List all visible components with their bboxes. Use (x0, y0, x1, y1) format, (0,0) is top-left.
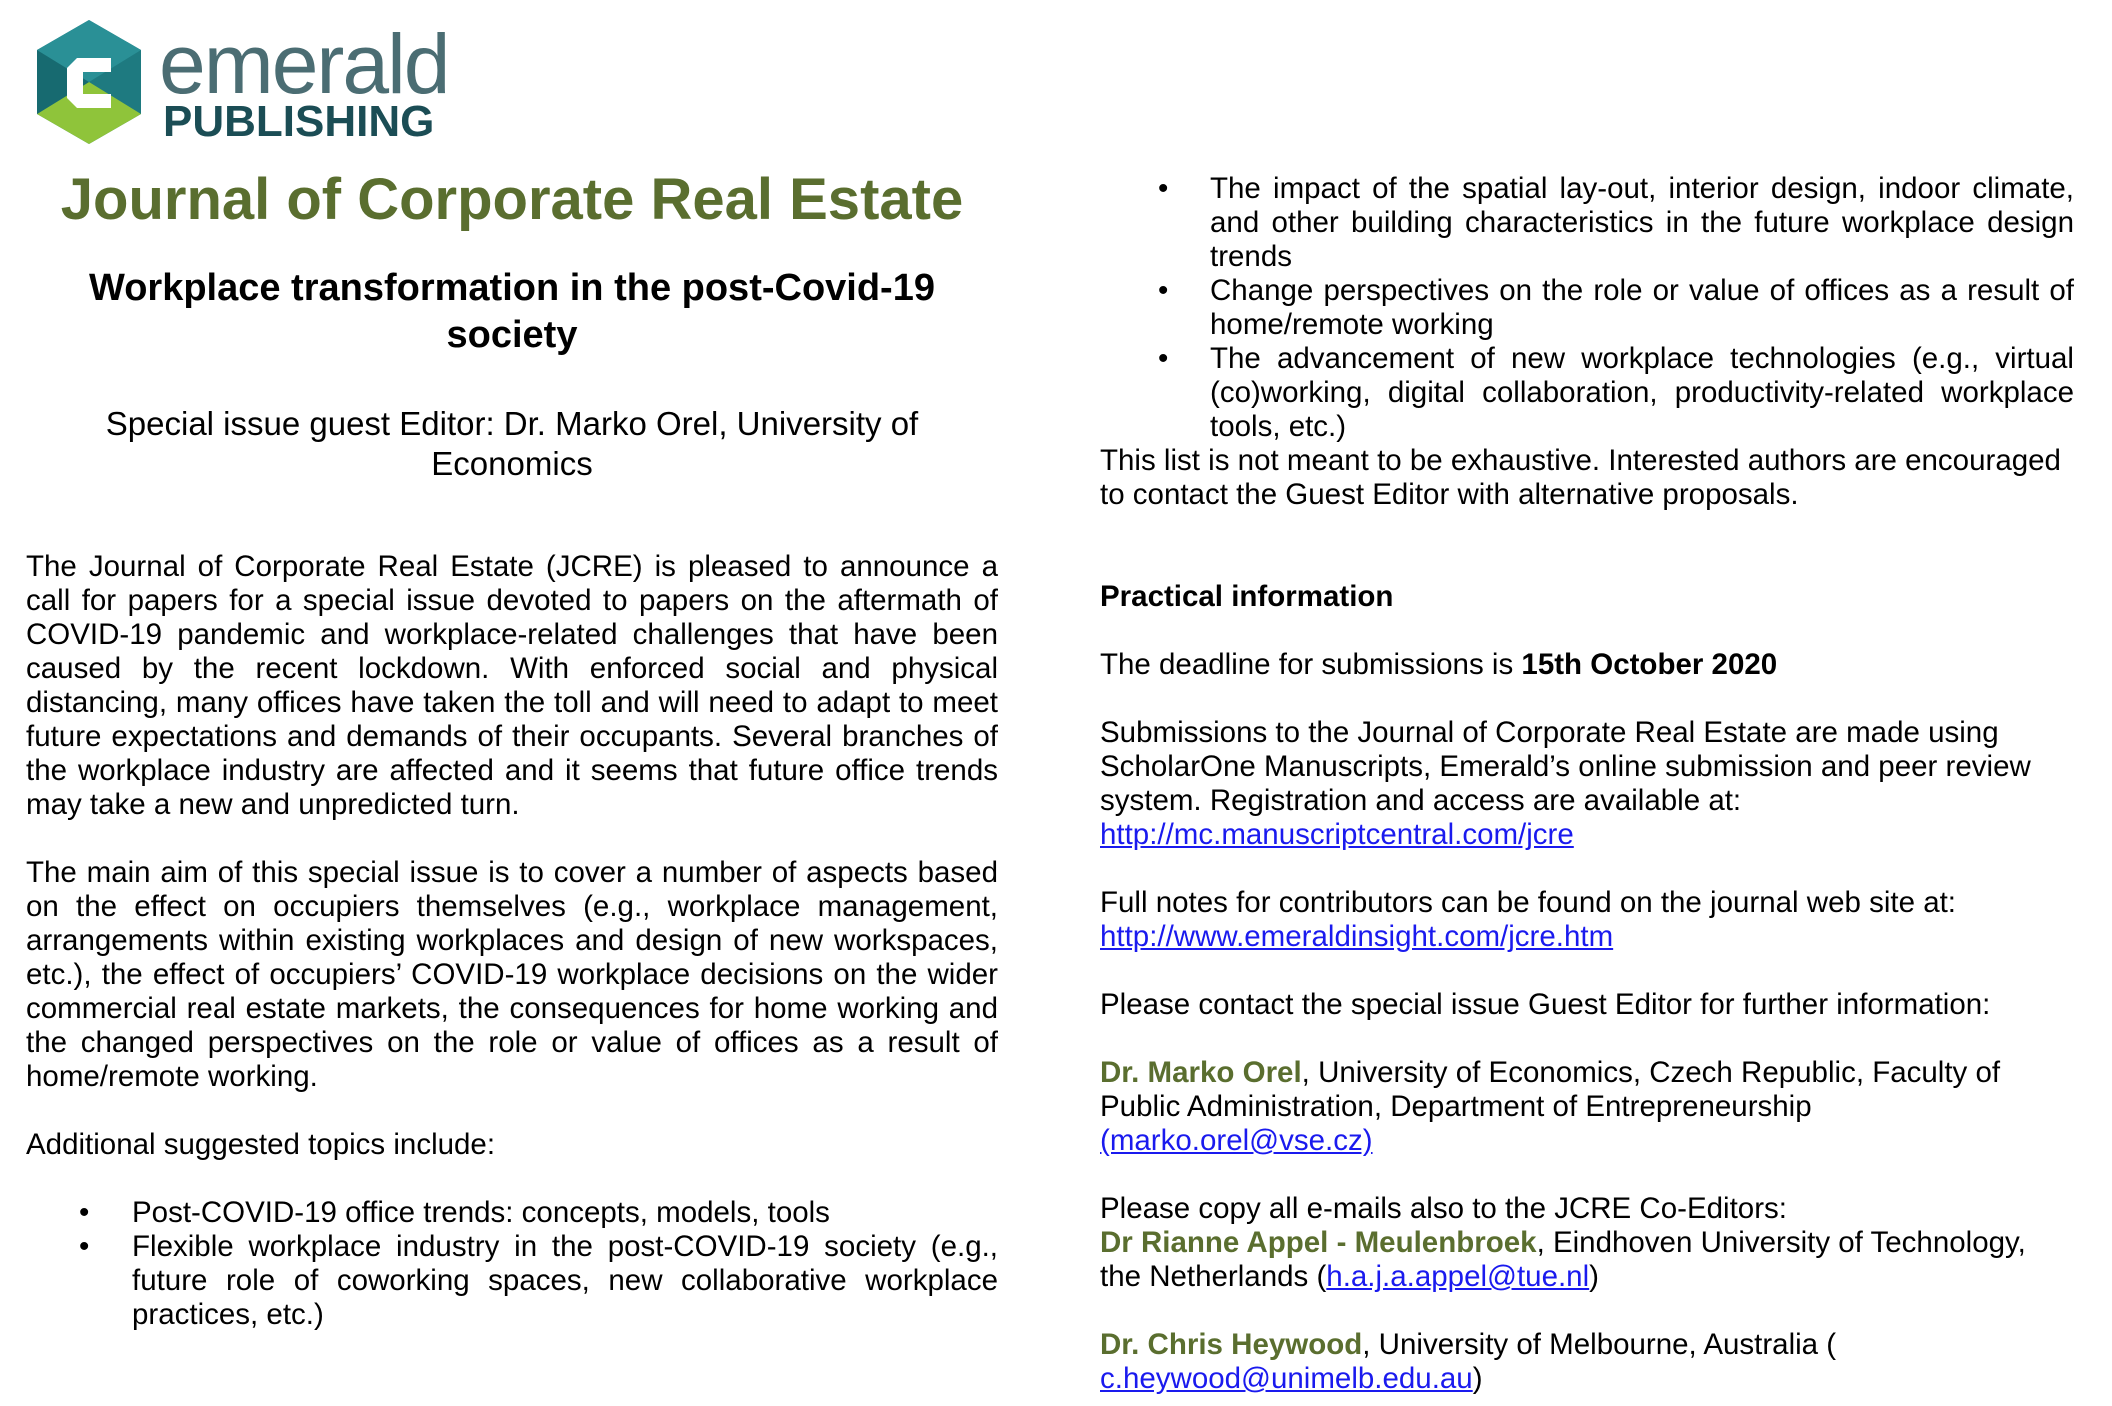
coeditor2-contact (1100, 1328, 2074, 1396)
coeditor2-email-link[interactable]: c.heywood@unimelb.edu.au (1100, 1362, 1473, 1395)
list-item: • Flexible workplace industry in the post-COVID-19 society (e.g., future role of coworking spaces, new collaborative workplace practices, etc.) (26, 1230, 998, 1332)
coeditor2-close: ) (1472, 1362, 1483, 1395)
practical-heading: Practical information (1100, 580, 1394, 613)
coeditor1-contact (1100, 1226, 2074, 1294)
emerald-logo (33, 17, 449, 148)
emerald-hexagon-icon (33, 18, 145, 148)
issue-title-line2: society (446, 314, 578, 356)
editor-affiliation: , University of Economics, Czech Republic, Faculty of Public Administration, Department of Entrepreneurship (1100, 1056, 2001, 1123)
issue-title (26, 265, 998, 359)
copy-text: Please copy all e-mails also to the JCRE Co-Editors: (1100, 1192, 1787, 1225)
contact-text: Please contact the special issue Guest Editor for further information: (1100, 988, 1991, 1021)
topics-list-right (1100, 172, 2074, 444)
logo-subword: PUBLISHING (163, 97, 435, 146)
guest-editor-line1: Special issue guest Editor: Dr. Marko Orel, University of (105, 405, 919, 442)
aim-paragraph: The main aim of this special issue is to cover a number of aspects based on the effect on occupiers themselves (e.g., workplace management, arrangements within existing workplaces and design of new workspaces, etc.), the effect of occupiers’ COVID-19 workplace decisions on the wider commercial real estate markets, the consequences for home working and the changed perspectives on the role or value of offices as a result of home/remote working. (26, 856, 998, 1093)
deadline-date: 15th October 2020 (1521, 648, 1778, 681)
list-item: • The impact of the spatial lay-out, interior design, indoor climate, and other building characteristics in the future workplace design trends (1100, 172, 2074, 274)
list-item: • Post-COVID-19 office trends: concepts, models, tools (26, 1196, 998, 1230)
coeditor1-name: Dr Rianne Appel - Meulenbroek (1100, 1226, 1537, 1259)
intro-paragraph: The Journal of Corporate Real Estate (JCRE) is pleased to announce a call for papers for a special issue devoted to papers on the aftermath of COVID-19 pandemic and workplace-related challenges that have been caused by the recent lockdown. With enforced social and physical distancing, many offices have taken the toll and will need to adapt to meet future expectations and demands of their occupants. Several branches of the workplace industry are affected and it seems that future office trends may take a new and unpredicted turn. (26, 550, 998, 821)
submissions-text: Submissions to the Journal of Corporate Real Estate are made using ScholarOne Manuscripts, Emerald’s online submission and peer review system. Registration and access are available at: (1100, 716, 2031, 817)
notes-link[interactable]: http://www.emeraldinsight.com/jcre.htm (1100, 920, 1614, 953)
topics-list-left (26, 1196, 998, 1332)
list-item: • Change perspectives on the role or value of offices as a result of home/remote working (1100, 274, 2074, 342)
list-item: • The advancement of new workplace technologies (e.g., virtual (co)working, digital collaboration, productivity-related workplace tools, etc.) (1100, 342, 2074, 444)
topics-intro: Additional suggested topics include: (26, 1128, 496, 1161)
coeditor1-affiliation: , Eindhoven University of Technology, the Netherlands ( (1100, 1226, 2026, 1293)
guest-editor-line2: Economics (431, 445, 593, 482)
logo-wordmark: emerald (159, 17, 449, 111)
editor-contact (1100, 1056, 2074, 1158)
right-column (1100, 172, 2074, 1396)
coeditor2-affiliation: , University of Melbourne, Australia ( (1362, 1328, 1837, 1361)
deadline-prefix: The deadline for submissions is (1100, 648, 1522, 681)
submissions-paragraph (1100, 716, 2074, 852)
left-column (26, 165, 998, 1332)
deadline-line (1100, 648, 2074, 682)
coeditor1-close: ) (1589, 1260, 1599, 1293)
issue-title-line1: Workplace transformation in the post-Covid-19 (89, 267, 935, 309)
submissions-link[interactable]: http://mc.manuscriptcentral.com/jcre (1100, 818, 1574, 851)
editor-email-link[interactable]: (marko.orel@vse.cz) (1100, 1124, 1373, 1157)
guest-editor (26, 404, 998, 484)
coeditor2-name: Dr. Chris Heywood (1100, 1328, 1363, 1361)
journal-title: Journal of Corporate Real Estate (60, 167, 964, 232)
list-note: This list is not meant to be exhaustive. Interested authors are encouraged to contact the Guest Editor with alternative proposals. (1100, 444, 2061, 511)
notes-paragraph (1100, 886, 2074, 954)
editor-name: Dr. Marko Orel (1100, 1056, 1302, 1089)
notes-text: Full notes for contributors can be found on the journal web site at: (1100, 886, 1957, 919)
coeditor1-email-link[interactable]: h.a.j.a.appel@tue.nl (1326, 1260, 1590, 1293)
